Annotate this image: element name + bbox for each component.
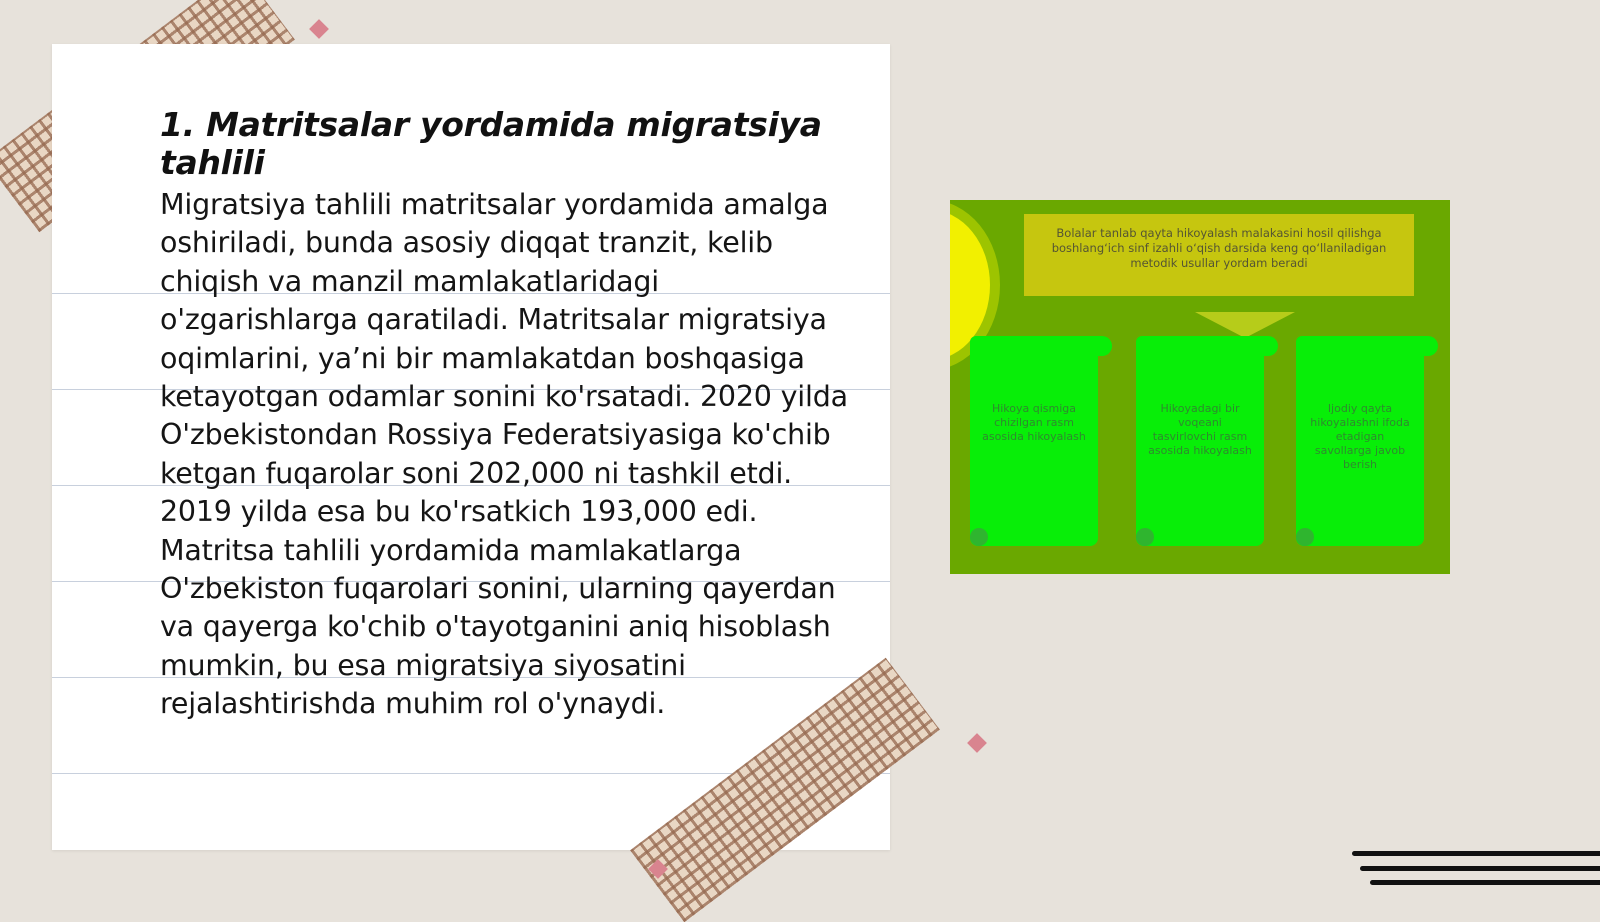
- card-corner: [1412, 336, 1438, 356]
- brush-stroke: [1360, 866, 1600, 871]
- slide-body-text: Migratsiya tahlili matritsalar yordamida amalga oshiriladi, bunda asosiy diqqat tranzit, kelib chiqish va manzil mamlakatlaridagi o'zgarishlarga qaratiladi. Matritsalar migratsiya oqimlarini, ya’ni bir mamlakatdan boshqasiga ketayotgan odamlar sonini ko'rsatadi. 2020 yilda O'zbekistondan Rossiya Federatsiyasiga ko'chib ketgan fuqarolar soni 202,000 ni tashkil etdi. 2019 yilda esa bu ko'rsatkich 193,000 edi. Matritsa tahlili yordamida mamlakatlarga O'zbekiston fuqarolari sonini, ularning qayerdan va qayerga ko'chib o'tayotganini aniq hisoblash mumkin, bu esa migratsiya siyosatini rejalashtirishda muhim rol o'ynaydi.: [160, 188, 848, 721]
- card-curl: [970, 528, 988, 546]
- card-corner: [1252, 336, 1278, 356]
- diagram-card: [1296, 336, 1424, 546]
- diagram-card-text: Hikoya qismiga chizilgan rasm asosida hikoyalash: [982, 402, 1086, 443]
- card-curl: [1296, 528, 1314, 546]
- tape-end-icon: [967, 733, 987, 753]
- diagram-card: [970, 336, 1098, 546]
- card-curl: [1136, 528, 1154, 546]
- tape-end-icon: [309, 19, 329, 39]
- brush-stroke: [1352, 851, 1600, 856]
- diagram-card-text: Hikoyadagi bir voqeani tasvirlovchi rasm asosida hikoyalash: [1148, 402, 1252, 457]
- diagram-image: [950, 200, 1450, 574]
- arrow-down-icon: [1195, 312, 1295, 338]
- diagram-card-text: Ijodiy qayta hikoyalashni ifoda etadigan savollarga javob berish: [1310, 402, 1410, 471]
- diagram-banner: Bolalar tanlab qayta hikoyalash malakasini hosil qilishga boshlang‘ich sinf izahli o‘qish darsida keng qo‘llaniladigan metodik usullar yordam beradi: [1024, 214, 1414, 296]
- slide-title: 1. Matritsalar yordamida migratsiya tahlili: [160, 105, 822, 182]
- diagram-card: [1136, 336, 1264, 546]
- brush-stroke: [1370, 880, 1600, 885]
- card-corner: [1086, 336, 1112, 356]
